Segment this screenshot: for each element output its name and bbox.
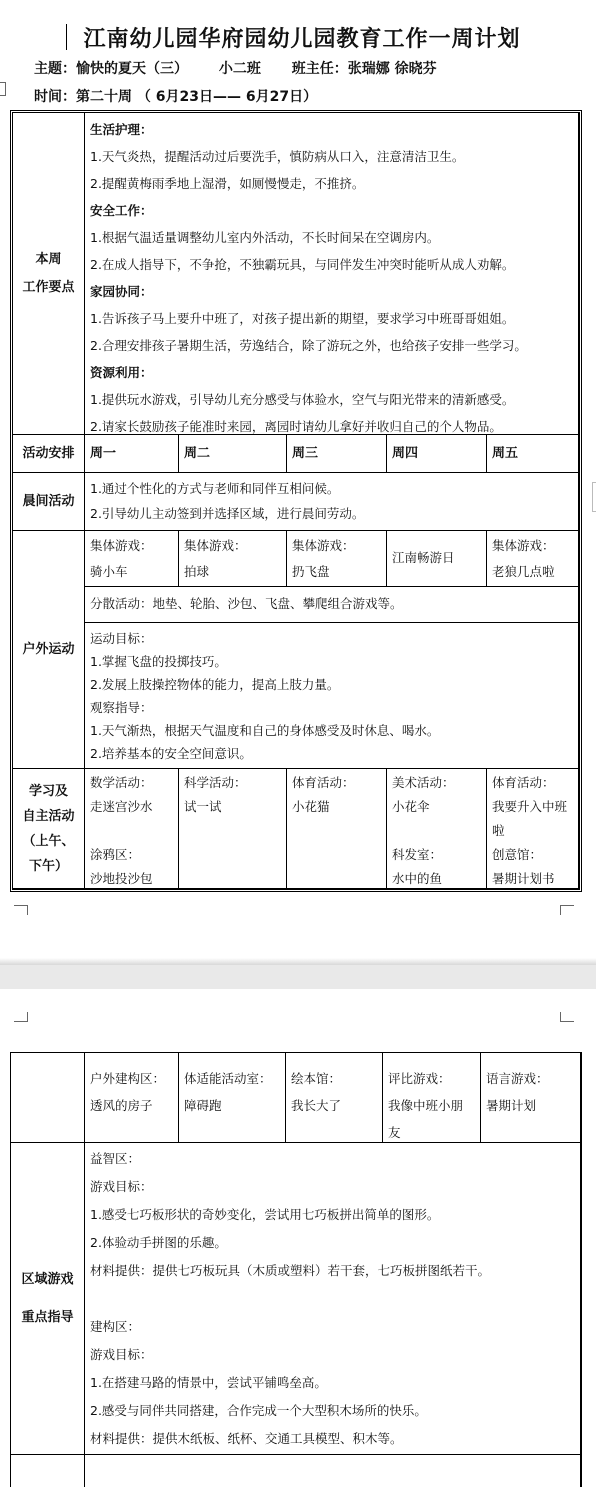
game-cell-4 — [387, 531, 487, 587]
area-text: 户外建构区： — [90, 1071, 166, 1086]
game-cell-5 — [487, 531, 579, 587]
title-text: 江南幼儿园华府园幼儿园教育工作一周计划 — [83, 26, 521, 52]
game-type: 集体游戏： — [292, 538, 355, 553]
study-label-1: 学习及 — [28, 783, 68, 799]
area-text: 障碍跑 — [184, 1098, 222, 1113]
area-text: 绘本馆： — [291, 1071, 342, 1086]
scroll-marker — [592, 482, 596, 512]
study-text — [90, 819, 178, 843]
study-text: 走迷宫沙水 — [90, 799, 153, 814]
study-text: 创意馆： — [492, 847, 543, 862]
outdoor-scattered: 分散活动：地垫、轮胎、沙包、飞盘、攀爬组合游戏等。 — [85, 587, 579, 623]
theme-text: 主题：愉快的夏天（三） — [34, 61, 188, 77]
area-text: 我像中班小朋 — [388, 1098, 464, 1113]
study-text: 体育活动： — [492, 775, 555, 790]
goal-line-2: 2.发展上肢操控物体的能力，提高上肢力量。 — [90, 677, 340, 692]
page-shadow — [0, 958, 596, 965]
outdoor-label: 户外运动 — [13, 531, 85, 769]
guide-line: 游戏目标： — [90, 1179, 153, 1194]
meta-line-theme — [34, 58, 463, 78]
study-text: 试一试 — [184, 799, 222, 814]
focus-heading: 资源利用： — [90, 365, 153, 380]
outdoor-goals — [85, 623, 579, 769]
teacher-text: 班主任：张瑞娜 徐晓芬 — [291, 61, 437, 77]
game-name: 江南畅游日 — [392, 550, 455, 565]
study-text: 体育活动： — [292, 775, 355, 790]
focus-line: 2.请家长鼓励孩子能准时来园，离园时请幼儿拿好并收归自己的个人物品。 — [90, 419, 502, 434]
study-text — [184, 867, 286, 891]
guide-label-2: 重点指导 — [21, 1309, 74, 1325]
study-cell-3 — [287, 769, 387, 889]
focus-line: 1.根据气温适量调整幼儿室内外活动，不长时间呆在空调房内。 — [90, 230, 440, 245]
study-text: 数学活动： — [90, 775, 153, 790]
study-text — [184, 843, 286, 867]
focus-content-cell — [85, 113, 579, 435]
goal-line-1: 1.掌握飞盘的投掷技巧。 — [90, 654, 227, 669]
weekly-plan-table — [10, 110, 582, 892]
study-text — [392, 819, 486, 843]
study-text — [292, 843, 386, 867]
area-text: 透风的房子 — [90, 1098, 153, 1113]
bottom-cell-right — [85, 1455, 581, 1487]
focus-label-line1: 本周 — [35, 251, 62, 267]
area-text: 评比游戏： — [388, 1071, 451, 1086]
focus-line: 2.合理安排孩子暑期生活，劳逸结合，除了游玩之外，也给孩子安排一些学习。 — [90, 338, 527, 353]
focus-line: 1.提供玩水游戏，引导幼儿充分感受与体验水，空气与阳光带来的清新感受。 — [90, 392, 515, 407]
focus-line: 2.提醒黄梅雨季地上湿滑，如厕慢慢走，不推挤。 — [90, 176, 365, 191]
study-text: 暑期计划书 — [492, 871, 555, 886]
game-cell-2 — [179, 531, 287, 587]
study-text: 水中的鱼 — [392, 871, 443, 886]
area-cell-4 — [383, 1053, 481, 1143]
study-label-3: （上午、 — [22, 833, 75, 849]
area-text: 暑期计划 — [486, 1098, 537, 1113]
morning-line-2: 2.引导幼儿主动签到并选择区域，进行晨间劳动。 — [90, 506, 365, 521]
study-cell-1 — [85, 769, 179, 889]
bottom-cell-left — [11, 1455, 85, 1487]
guide-line: 1.感受七巧板形状的奇妙变化，尝试用七巧板拼出简单的图形。 — [90, 1207, 440, 1222]
focus-line: 2.在成人指导下，不争抢，不独霸玩具，与同伴发生冲突时能听从成人劝解。 — [90, 257, 515, 272]
game-name: 拍球 — [184, 564, 210, 579]
corner-mark — [14, 905, 28, 915]
study-text: 小花猫 — [292, 799, 330, 814]
corner-mark — [560, 1012, 574, 1022]
goal-heading: 运动目标： — [90, 631, 153, 646]
focus-heading: 安全工作： — [90, 203, 153, 218]
guide-label — [11, 1143, 85, 1455]
focus-label-line2: 工作要点 — [22, 279, 75, 295]
page-break — [0, 965, 596, 989]
game-cell-1 — [85, 531, 179, 587]
study-text — [184, 819, 286, 843]
morning-content — [85, 473, 579, 531]
focus-sections — [90, 116, 578, 440]
study-text: 我要升入中班 — [492, 799, 568, 814]
focus-heading: 家园协同： — [90, 284, 153, 299]
guide-line: 游戏目标： — [90, 1347, 153, 1362]
area-label-empty — [11, 1053, 85, 1143]
game-type: 集体游戏： — [90, 538, 153, 553]
observe-line-1: 1.天气渐热，根据天气温度和自己的身体感受及时休息、喝水。 — [90, 723, 440, 738]
guide-line: 益智区： — [90, 1151, 141, 1166]
area-text: 体适能活动室： — [184, 1071, 272, 1086]
time-text: 时间：第二十周 （ 6月23日—— 6月27日） — [34, 89, 318, 105]
weekly-plan-table-page2 — [10, 1052, 582, 1487]
study-cell-2 — [179, 769, 287, 889]
meta-line-time — [34, 86, 343, 106]
game-type: 集体游戏： — [184, 538, 247, 553]
study-label — [13, 769, 85, 889]
guide-line: 2.体验动手拼图的乐趣。 — [90, 1235, 227, 1250]
guide-line: 材料提供：提供木纸板、纸杯、交通工具模型、积木等。 — [90, 1431, 403, 1446]
game-type: 集体游戏： — [492, 538, 555, 553]
study-text: 小花伞 — [392, 799, 430, 814]
observe-heading: 观察指导： — [90, 700, 153, 715]
guide-line: 建构区： — [90, 1319, 141, 1334]
study-text: 科发室： — [392, 847, 443, 862]
game-name: 骑小车 — [90, 564, 128, 579]
game-name: 老狼几点啦 — [492, 564, 555, 579]
study-cell-5 — [487, 769, 579, 889]
study-cell-4 — [387, 769, 487, 889]
guide-line: 2.感受与同伴共同搭建，合作完成一个大型积木场所的快乐。 — [90, 1403, 427, 1418]
area-cell-3 — [286, 1053, 383, 1143]
document-title — [62, 22, 542, 53]
morning-label: 晨间活动 — [13, 473, 85, 531]
area-text: 我长大了 — [291, 1098, 342, 1113]
corner-mark — [560, 905, 574, 915]
area-text: 友 — [388, 1125, 401, 1140]
game-name: 扔飞盘 — [292, 564, 330, 579]
game-cell-3 — [287, 531, 387, 587]
day-header-1: 周一 — [85, 435, 179, 473]
guide-line: 1.在搭建马路的情景中，尝试平铺鸣垒高。 — [90, 1375, 327, 1390]
study-text: 涂鸦区： — [90, 847, 141, 862]
area-cell-5 — [481, 1053, 581, 1143]
day-header-2: 周二 — [179, 435, 287, 473]
study-text — [292, 867, 386, 891]
schedule-label: 活动安排 — [13, 435, 85, 473]
margin-marker — [0, 82, 6, 96]
area-cell-2 — [179, 1053, 286, 1143]
observe-line-2: 2.培养基本的安全空间意识。 — [90, 746, 252, 761]
study-text: 美术活动： — [392, 775, 455, 790]
text-cursor — [66, 24, 67, 50]
area-text: 语言游戏： — [486, 1071, 549, 1086]
day-header-3: 周三 — [287, 435, 387, 473]
study-text: 啦 — [492, 823, 505, 838]
focus-heading: 生活护理： — [90, 122, 153, 137]
guide-content — [85, 1143, 581, 1455]
study-text: 沙地投沙包 — [90, 871, 153, 886]
study-text: 科学活动： — [184, 775, 247, 790]
guide-label-1: 区域游戏 — [21, 1271, 74, 1287]
focus-line: 1.天气炎热，提醒活动过后要洗手，慎防病从口入，注意清洁卫生。 — [90, 149, 465, 164]
day-header-4: 周四 — [387, 435, 487, 473]
study-label-2: 自主活动 — [22, 808, 75, 824]
morning-line-1: 1.通过个性化的方式与老师和同伴互相问候。 — [90, 481, 340, 496]
study-label-4: 下午） — [28, 858, 68, 874]
corner-mark — [14, 1012, 28, 1022]
study-text — [292, 819, 386, 843]
day-header-5: 周五 — [487, 435, 579, 473]
guide-line — [90, 1285, 580, 1313]
area-cell-1 — [85, 1053, 179, 1143]
class-text: 小二班 — [218, 61, 261, 77]
focus-label-cell — [13, 113, 85, 435]
guide-line: 材料提供：提供七巧板玩具（木质或塑料）若干套，七巧板拼图纸若干。 — [90, 1263, 491, 1278]
focus-line: 1.告诉孩子马上要升中班了，对孩子提出新的期望，要求学习中班哥哥姐姐。 — [90, 311, 515, 326]
